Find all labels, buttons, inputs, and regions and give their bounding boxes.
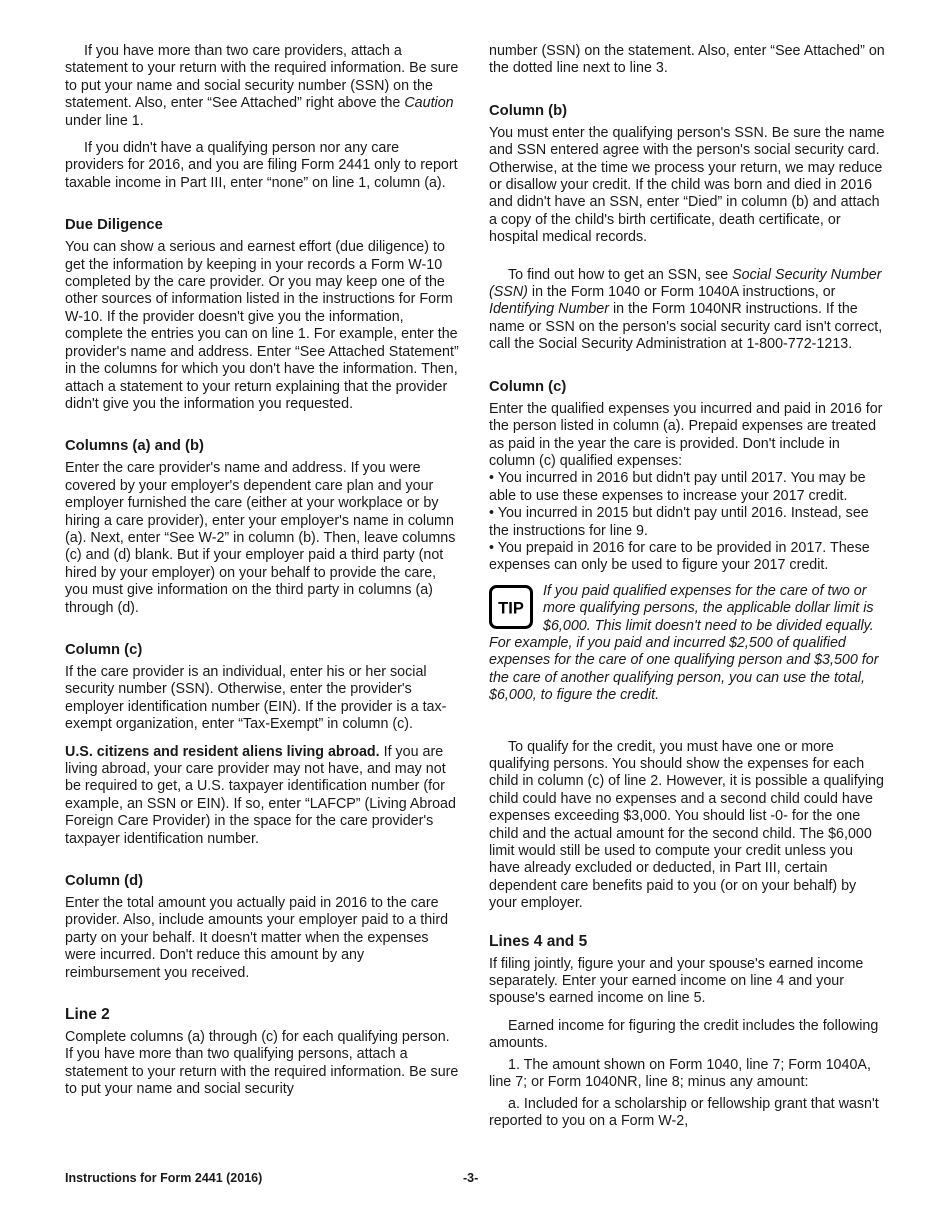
paragraph-line-2: Complete columns (a) through (c) for each qualifying person. If you have more than two qualifying persons, attach a statement to your return with the required information. Be sure to put your name and social security [65, 1029, 459, 1098]
footer-form-title: Instructions for Form 2441 (2016) [65, 1171, 263, 1185]
list-item-1: 1. The amount shown on Form 1040, line 7; Form 1040A, line 7; or Form 1040NR, line 8; minus any amount: [489, 1056, 871, 1091]
paragraph-line-2-continued: number (SSN) on the statement. Also, enter “See Attached” on the dotted line next to line 3. [489, 43, 885, 77]
bullet-item-3: • You prepaid in 2016 for care to be provided in 2017. These expenses can only be used to figure your 2017 credit. [489, 539, 870, 574]
paragraph-column-c-right: Enter the qualified expenses you incurred and paid in 2016 for the person listed in column (a). Prepaid expenses are treated as paid in the year the care is provided. Don't include in column (c) qualified expenses: [489, 400, 883, 469]
paragraph-more-providers: If you have more than two care providers, attach a statement to your return with the required information. Be sure to put your name and social security number (SSN) on the statement. Also, enter “See Attached” right above the Caution under line 1. [65, 43, 459, 129]
left-column [65, 43, 461, 1109]
paragraph-column-b: You must enter the qualifying person's SSN. Be sure the name and SSN entered agree with the person's social security card. Otherwise, at the time we process your return, we may reduce or disallow your credit. If the child was born and died in 2016 and didn't have an SSN, enter “Died” in column (b) and attach a copy of the child's birth certificate, death certificate, or hospital medical records. [489, 124, 885, 246]
paragraph-column-d: Enter the total amount you actually paid in 2016 to the care provider. Also, include amounts your employer paid to a third party on your behalf. It doesn't matter when the expenses were incurred. Don't reduce this amount by any reimbursement you received. [65, 895, 449, 981]
paragraph-lines-4-5: If filing jointly, figure your and your spouse's earned income separately. Enter your earned income on line 4 and your spouse's earned income on line 5. [489, 955, 864, 1007]
paragraph-us-citizens: U.S. citizens and resident aliens living abroad. If you are living abroad, your care provider may not have, and may not be required to get, a U.S. taxpayer identification number (for example, an SSN or EIN). If so, enter “LAFCP” (Living Abroad Foreign Care Provider) in the space for the care provider's taxpayer identification number. [65, 743, 456, 847]
heading-column-c-right: Column (c) [489, 378, 567, 395]
tip-callout [489, 583, 885, 705]
paragraph-get-ssn: To find out how to get an SSN, see Social Security Number (SSN) in the Form 1040 or Form 1040A instructions, or Identifying Number in the Form 1040NR instructions. If the name or SSN on the person's social security card isn't correct, call the Social Security Administration at 1-800-772-1213. [489, 266, 883, 353]
heading-column-d: Column (d) [65, 873, 144, 890]
right-column [489, 43, 885, 1140]
paragraph-due-diligence: You can show a serious and earnest effort (due diligence) to get the information by keeping in your records a Form W-10 completed by the care provider. Or you may keep one of the other sources of information listed in the instructions for Form W-10. If the provider doesn't give you the information, complete the entries you can on line 1. For example, enter the provider's name and address. Enter “See Attached Statement” in the columns for which you don't have the information. Then, attach a statement to your return explaining that the provider didn't give you the information you requested. [65, 239, 459, 412]
paragraph-column-c-left: If the care provider is an individual, enter his or her social security number (SSN). Otherwise, enter the provider's employer identification number (EIN). If the provider is a tax-exempt organization, enter “Tax-Exempt” in column (c). [65, 663, 447, 733]
tip-text: If you paid qualified expenses for the care of two or more qualifying persons, the applicable dollar limit is $6,000. This limit doesn't need to be divided equally. For example, if you paid and incurred $2,500 of qualified expenses for the care of one qualifying person and $3,500 for the care of another qualifying person, you can use the total, $6,000, to figure the credit. [489, 582, 879, 704]
paragraph-earned-income: Earned income for figuring the credit includes the following amounts. [489, 1017, 879, 1052]
list-item-1a: a. Included for a scholarship or fellowship grant that wasn't reported to you on a Form W-2, [489, 1095, 879, 1129]
heading-column-c-left: Column (c) [65, 641, 143, 658]
heading-line-2: Line 2 [65, 1006, 110, 1024]
footer-page-number: -3- [463, 1171, 479, 1185]
tip-label: TIP [498, 599, 524, 618]
heading-column-b: Column (b) [489, 102, 568, 119]
tip-icon [489, 585, 533, 629]
bullet-item-1: • You incurred in 2016 but didn't pay until 2017. You may be able to use these expenses to increase your 2017 credit. [489, 470, 866, 504]
heading-columns-a-b: Columns (a) and (b) [65, 438, 204, 455]
bullet-item-2: • You incurred in 2015 but didn't pay until 2016. Instead, see the instructions for line 9. [489, 505, 869, 539]
paragraph-columns-a-b: Enter the care provider's name and address. If you were covered by your employer's dependent care plan and your employer furnished the care (either at your workplace or by hiring a care provider), enter your employer's name in column (a). Next, enter “See W-2” in column (b). Then, leave columns (c) and (d) blank. But if your employer paid a third party (not hired by your employer) on your behalf to provide the care, you must give information on the third party in columns (a) through (d). [65, 460, 456, 616]
paragraph-to-qualify: To qualify for the credit, you must have one or more qualifying persons. You should show the expenses for each child in column (c) of line 2. However, it is possible a qualifying child could have no expenses and a second child could have expenses exceeding $3,000. You should list -0- for the one child and the actual amount for the second child. The $6,000 limit would still be used to compute your credit unless you have already excluded or deducted, in Part III, certain dependent care benefits paid to you (or on your behalf) by your employer. [489, 738, 884, 912]
heading-lines-4-5: Lines 4 and 5 [489, 932, 588, 950]
heading-due-diligence: Due Diligence [65, 217, 163, 234]
paragraph-no-qualifying-person: If you didn't have a qualifying person nor any care providers for 2016, and you are filing Form 2441 only to report taxable income in Part III, enter “none” on line 1, column (a). [65, 140, 458, 191]
